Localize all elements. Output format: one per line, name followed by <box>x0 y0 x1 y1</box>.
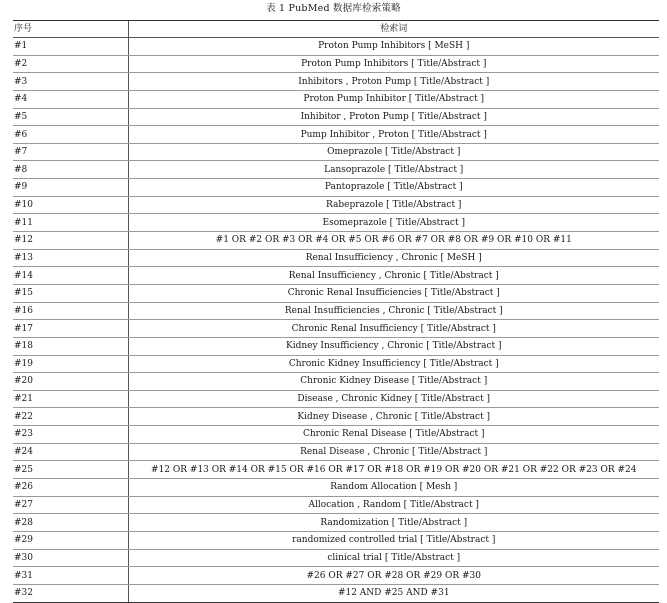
table-row <box>13 196 659 214</box>
table-row <box>13 408 659 426</box>
row-search-term: Esomeprazole [ Title/Abstract ] <box>128 214 659 232</box>
table-row <box>13 90 659 108</box>
search-strategy-table <box>13 20 659 603</box>
table-row <box>13 232 659 250</box>
table-caption: 表 1 PubMed 数据库检索策略 <box>266 3 401 14</box>
row-search-term: Disease , Chronic Kidney [ Title/Abstract ] <box>128 390 659 408</box>
row-search-term: Randomization [ Title/Abstract ] <box>128 514 659 532</box>
row-search-term: Proton Pump Inhibitors [ Title/Abstract ] <box>128 55 659 73</box>
table-header <box>13 21 659 38</box>
table-row <box>13 179 659 197</box>
row-number: #17 <box>13 320 128 338</box>
row-search-term: Renal Insufficiencies , Chronic [ Title/Abstract ] <box>128 302 659 320</box>
row-number: #3 <box>13 73 128 91</box>
row-number: #6 <box>13 126 128 144</box>
row-number: #22 <box>13 408 128 426</box>
table-row <box>13 549 659 567</box>
row-number: #18 <box>13 337 128 355</box>
row-search-term: Lansoprazole [ Title/Abstract ] <box>128 161 659 179</box>
row-number: #27 <box>13 496 128 514</box>
row-number: #1 <box>13 38 128 56</box>
row-number: #2 <box>13 55 128 73</box>
row-number: #11 <box>13 214 128 232</box>
row-search-term: clinical trial [ Title/Abstract ] <box>128 549 659 567</box>
table-row <box>13 443 659 461</box>
row-number: #19 <box>13 355 128 373</box>
table-row <box>13 461 659 479</box>
row-number: #24 <box>13 443 128 461</box>
table-row <box>13 143 659 161</box>
table-row <box>13 514 659 532</box>
table-row <box>13 426 659 444</box>
row-number: #16 <box>13 302 128 320</box>
row-number: #15 <box>13 284 128 302</box>
row-number: #14 <box>13 267 128 285</box>
table-row <box>13 496 659 514</box>
row-search-term: #1 OR #2 OR #3 OR #4 OR #5 OR #6 OR #7 OR #8 OR #9 OR #10 OR #11 <box>128 232 659 250</box>
row-number: #4 <box>13 90 128 108</box>
table-row <box>13 73 659 91</box>
table-row <box>13 267 659 285</box>
row-search-term: Rabeprazole [ Title/Abstract ] <box>128 196 659 214</box>
row-search-term: Kidney Insufficiency , Chronic [ Title/Abstract ] <box>128 337 659 355</box>
row-search-term: Allocation , Random [ Title/Abstract ] <box>128 496 659 514</box>
table-row <box>13 531 659 549</box>
table-row <box>13 355 659 373</box>
row-number: #9 <box>13 179 128 197</box>
table-row <box>13 320 659 338</box>
row-search-term: Proton Pump Inhibitors [ MeSH ] <box>128 38 659 56</box>
row-search-term: #12 AND #25 AND #31 <box>128 584 659 602</box>
table-row <box>13 214 659 232</box>
row-number: #31 <box>13 567 128 585</box>
row-search-term: Inhibitors , Proton Pump [ Title/Abstract ] <box>128 73 659 91</box>
table-row <box>13 38 659 56</box>
row-number: #13 <box>13 249 128 267</box>
row-number: #30 <box>13 549 128 567</box>
table-row <box>13 161 659 179</box>
row-search-term: Chronic Kidney Insufficiency [ Title/Abstract ] <box>128 355 659 373</box>
table-row <box>13 337 659 355</box>
table-row <box>13 108 659 126</box>
table-row <box>13 249 659 267</box>
row-number: #10 <box>13 196 128 214</box>
row-number: #8 <box>13 161 128 179</box>
row-search-term: #26 OR #27 OR #28 OR #29 OR #30 <box>128 567 659 585</box>
table-row <box>13 373 659 391</box>
header-search-terms: 检索词 <box>128 21 659 38</box>
row-search-term: Chronic Renal Insufficiency [ Title/Abstract ] <box>128 320 659 338</box>
table-body <box>13 38 659 603</box>
table-row <box>13 55 659 73</box>
row-search-term: Chronic Renal Insufficiencies [ Title/Abstract ] <box>128 284 659 302</box>
header-row <box>13 21 659 38</box>
row-number: #32 <box>13 584 128 602</box>
row-search-term: Kidney Disease , Chronic [ Title/Abstract ] <box>128 408 659 426</box>
row-search-term: Renal Insufficiency , Chronic [ MeSH ] <box>128 249 659 267</box>
row-number: #7 <box>13 143 128 161</box>
row-search-term: Chronic Renal Disease [ Title/Abstract ] <box>128 426 659 444</box>
row-search-term: Inhibitor , Proton Pump [ Title/Abstract ] <box>128 108 659 126</box>
header-number: 序号 <box>13 21 128 38</box>
table-row <box>13 126 659 144</box>
row-number: #28 <box>13 514 128 532</box>
row-search-term: Omeprazole [ Title/Abstract ] <box>128 143 659 161</box>
row-number: #20 <box>13 373 128 391</box>
row-search-term: Chronic Kidney Disease [ Title/Abstract ] <box>128 373 659 391</box>
row-search-term: Random Allocation [ Mesh ] <box>128 479 659 497</box>
row-number: #12 <box>13 232 128 250</box>
table-row <box>13 284 659 302</box>
row-number: #5 <box>13 108 128 126</box>
row-number: #23 <box>13 426 128 444</box>
row-search-term: Renal Disease , Chronic [ Title/Abstract ] <box>128 443 659 461</box>
row-search-term: Renal Insufficiency , Chronic [ Title/Abstract ] <box>128 267 659 285</box>
table-row <box>13 390 659 408</box>
row-number: #29 <box>13 531 128 549</box>
row-number: #21 <box>13 390 128 408</box>
row-search-term: randomized controlled trial [ Title/Abstract ] <box>128 531 659 549</box>
table-row <box>13 567 659 585</box>
row-search-term: Pump Inhibitor , Proton [ Title/Abstract ] <box>128 126 659 144</box>
table-row <box>13 584 659 602</box>
row-number: #25 <box>13 461 128 479</box>
row-search-term: Pantoprazole [ Title/Abstract ] <box>128 179 659 197</box>
row-search-term: Proton Pump Inhibitor [ Title/Abstract ] <box>128 90 659 108</box>
table-row <box>13 479 659 497</box>
row-search-term: #12 OR #13 OR #14 OR #15 OR #16 OR #17 OR #18 OR #19 OR #20 OR #21 OR #22 OR #23 OR #24 <box>128 461 659 479</box>
table-row <box>13 302 659 320</box>
row-number: #26 <box>13 479 128 497</box>
